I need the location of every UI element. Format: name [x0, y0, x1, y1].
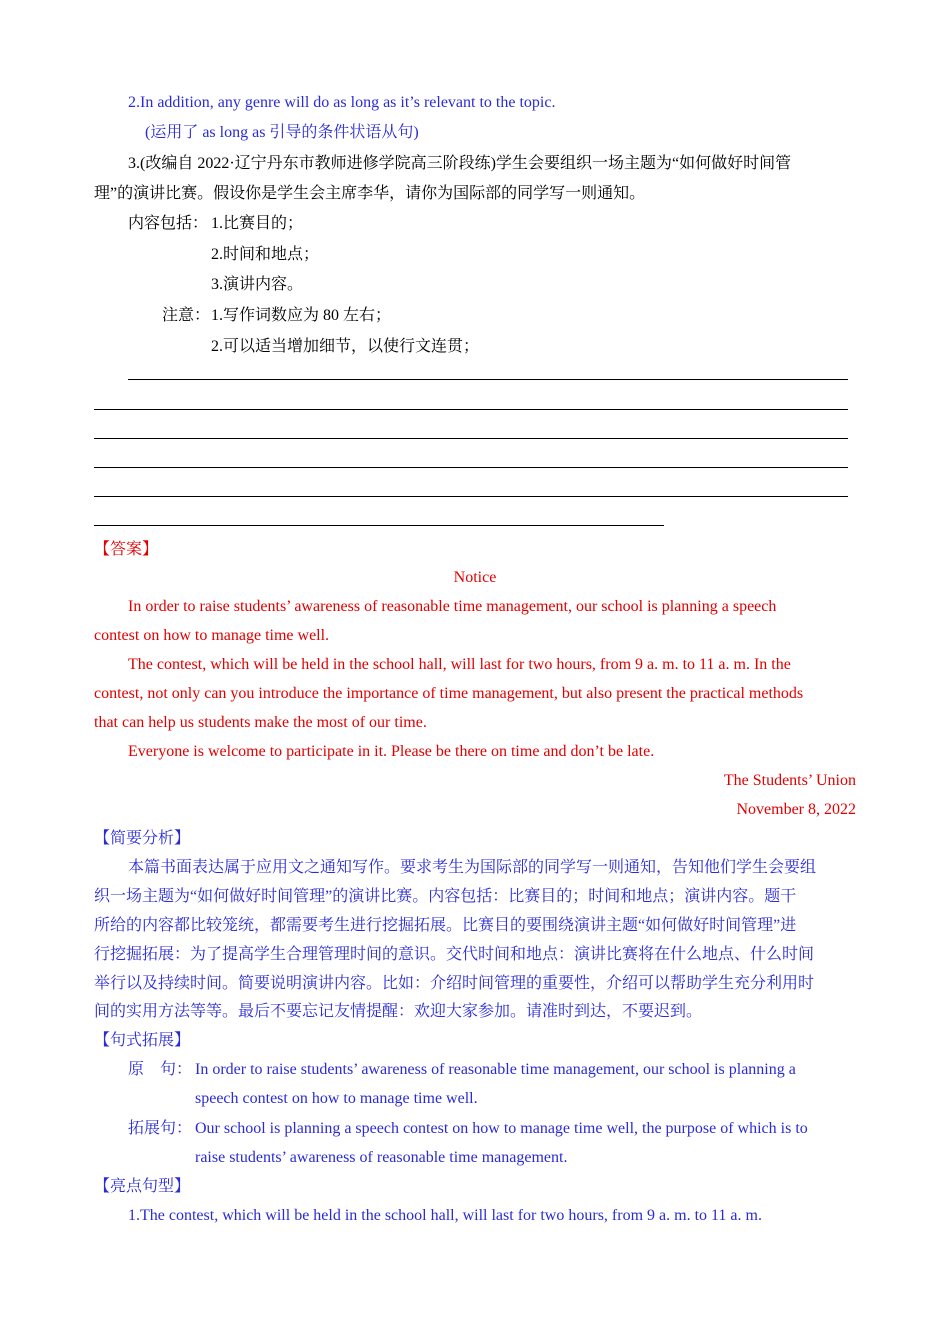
- analysis-line-5: 举行以及持续时间。简要说明演讲内容。比如：介绍时间管理的重要性，介绍可以帮助学生充分利用时: [94, 975, 815, 992]
- date: November 8, 2022: [736, 801, 856, 818]
- answer-line-2: [94, 409, 848, 410]
- answer-p2-line-3: that can help us students make the most of our time.: [94, 714, 427, 731]
- item-2-note: (运用了 as long as 引导的条件状语从句): [145, 124, 419, 141]
- content-item-1: 1.比赛目的；: [211, 215, 304, 232]
- answer-p1-line-1: In order to raise students’ awareness of reasonable time management, our school is planning a speech: [128, 598, 777, 615]
- analysis-line-6: 间的实用方法等等。最后不要忘记友情提醒：欢迎大家参加。请准时到达，不要迟到。: [94, 1003, 703, 1020]
- question-3-line-2: 理”的演讲比赛。假设你是学生会主席李华，请你为国际部的同学写一则通知。: [94, 185, 646, 202]
- analysis-line-4: 行挖掘拓展：为了提高学生合理管理时间的意识。交代时间和地点：演讲比赛将在什么地点、什么时间: [94, 946, 815, 963]
- expanded-label: 拓展句：: [128, 1120, 193, 1137]
- analysis-line-1: 本篇书面表达属于应用文之通知写作。要求考生为国际部的同学写一则通知，告知他们学生会要组: [128, 859, 817, 876]
- original-line-2: speech contest on how to manage time well.: [195, 1090, 478, 1107]
- answer-line-3: [94, 438, 848, 439]
- analysis-line-2: 织一场主题为“如何做好时间管理”的演讲比赛。内容包括：比赛目的；时间和地点；演讲内容。题干: [94, 888, 797, 905]
- answer-line-5: [94, 496, 848, 497]
- original-line-1: In order to raise students’ awareness of reasonable time management, our school is planning a: [195, 1061, 796, 1078]
- answer-line-1: [128, 379, 848, 380]
- original-label: 原 句：: [128, 1061, 193, 1078]
- expanded-line-2: raise students’ awareness of reasonable time management.: [195, 1149, 568, 1166]
- note-item-1: 1.写作词数应为 80 左右；: [211, 307, 392, 324]
- expansion-heading: 【句式拓展】: [94, 1032, 191, 1049]
- answer-p2-line-1: The contest, which will be held in the school hall, will last for two hours, from 9 a. m. to 11 a. m. In the: [128, 656, 791, 673]
- content-item-3: 3.演讲内容。: [211, 276, 304, 293]
- answer-line-6: [94, 525, 664, 526]
- highlights-heading: 【亮点句型】: [94, 1178, 191, 1195]
- expanded-line-1: Our school is planning a speech contest on how to manage time well, the purpose of which is to: [195, 1120, 808, 1137]
- signature: The Students’ Union: [723, 772, 856, 789]
- highlight-item-1: 1.The contest, which will be held in the school hall, will last for two hours, from 9 a. m. to 11 a. m.: [128, 1207, 762, 1224]
- answer-p3: Everyone is welcome to participate in it. Please be there on time and don’t be late.: [128, 743, 655, 760]
- question-3-line-1: 3.(改编自 2022·辽宁丹东市教师进修学院高三阶段练)学生会要组织一场主题为“如何做好时间管: [128, 155, 792, 172]
- analysis-heading: 【简要分析】: [94, 830, 191, 847]
- note-item-2: 2.可以适当增加细节，以使行文连贯；: [211, 338, 480, 355]
- answer-heading: 【答案】: [94, 541, 159, 558]
- answer-p1-line-2: contest on how to manage time well.: [94, 627, 330, 644]
- item-2: 2.In addition, any genre will do as long as it’s relevant to the topic.: [128, 94, 556, 111]
- notice-title: Notice: [453, 569, 497, 586]
- analysis-line-3: 所给的内容都比较笼统，都需要考生进行挖掘拓展。比赛目的要围绕演讲主题“如何做好时间管理”进: [94, 917, 797, 934]
- answer-p2-line-2: contest, not only can you introduce the importance of time management, but also present the practical methods: [94, 685, 804, 702]
- answer-line-4: [94, 467, 848, 468]
- note-label: 注意：: [162, 307, 211, 324]
- content-label: 内容包括：: [128, 215, 209, 232]
- content-item-2: 2.时间和地点；: [211, 246, 320, 263]
